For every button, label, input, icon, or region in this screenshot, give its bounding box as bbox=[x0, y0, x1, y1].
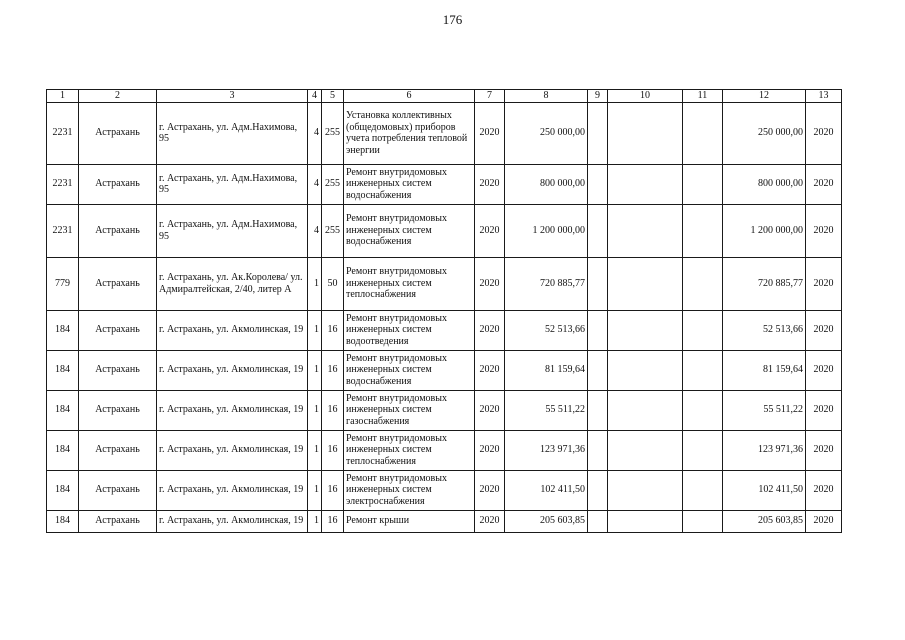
page-number: 176 bbox=[442, 12, 463, 27]
header-col-12: 12 bbox=[723, 90, 806, 103]
table-row bbox=[47, 430, 842, 470]
cell-total-cost: 81 159,64 bbox=[505, 350, 588, 390]
table-row bbox=[47, 350, 842, 390]
cell-id: 184 bbox=[47, 470, 79, 510]
cell-cost-col-12: 720 885,77 bbox=[723, 257, 806, 310]
cell-total-cost: 205 603,85 bbox=[505, 510, 588, 532]
cell-total-cost: 720 885,77 bbox=[505, 257, 588, 310]
cell-cost-col-12: 1 200 000,00 bbox=[723, 204, 806, 257]
cell-year-col-13: 2020 bbox=[806, 510, 842, 532]
cell-year: 2020 bbox=[475, 430, 505, 470]
cell-municipality: Астрахань bbox=[79, 430, 157, 470]
cell-col-5: 16 bbox=[322, 470, 344, 510]
cell-id: 2231 bbox=[47, 164, 79, 204]
cell-id: 184 bbox=[47, 510, 79, 532]
cell-col-9 bbox=[588, 204, 608, 257]
cell-year-col-13: 2020 bbox=[806, 310, 842, 350]
cell-municipality: Астрахань bbox=[79, 102, 157, 164]
cell-col-11 bbox=[683, 470, 723, 510]
table-row bbox=[47, 310, 842, 350]
cell-year: 2020 bbox=[475, 102, 505, 164]
table-row bbox=[47, 510, 842, 532]
cell-cost-col-12: 52 513,66 bbox=[723, 310, 806, 350]
cell-col-5: 255 bbox=[322, 164, 344, 204]
header-col-13: 13 bbox=[806, 90, 842, 103]
cell-id: 184 bbox=[47, 350, 79, 390]
cell-col-9 bbox=[588, 390, 608, 430]
cell-address: г. Астрахань, ул. Акмолинская, 19 bbox=[157, 510, 308, 532]
cell-col-4: 1 bbox=[308, 470, 322, 510]
cell-municipality: Астрахань bbox=[79, 390, 157, 430]
cell-col-4: 1 bbox=[308, 350, 322, 390]
cell-id: 2231 bbox=[47, 204, 79, 257]
cell-year: 2020 bbox=[475, 257, 505, 310]
cell-address: г. Астрахань, ул. Акмолинская, 19 bbox=[157, 430, 308, 470]
cell-id: 2231 bbox=[47, 102, 79, 164]
cell-address: г. Астрахань, ул. Адм.Нахимова, 95 bbox=[157, 204, 308, 257]
cell-address: г. Астрахань, ул. Ак.Королева/ ул. Адмиралтейская, 2/40, литер А bbox=[157, 257, 308, 310]
cell-col-10 bbox=[608, 430, 683, 470]
cell-col-9 bbox=[588, 350, 608, 390]
cell-total-cost: 55 511,22 bbox=[505, 390, 588, 430]
table-row bbox=[47, 470, 842, 510]
cell-cost-col-12: 250 000,00 bbox=[723, 102, 806, 164]
cell-total-cost: 102 411,50 bbox=[505, 470, 588, 510]
header-col-8: 8 bbox=[505, 90, 588, 103]
cell-year: 2020 bbox=[475, 310, 505, 350]
cell-col-10 bbox=[608, 257, 683, 310]
cell-col-9 bbox=[588, 510, 608, 532]
cell-municipality: Астрахань bbox=[79, 257, 157, 310]
cell-col-9 bbox=[588, 310, 608, 350]
cell-year: 2020 bbox=[475, 350, 505, 390]
cell-col-11 bbox=[683, 310, 723, 350]
cell-col-4: 1 bbox=[308, 310, 322, 350]
cell-year-col-13: 2020 bbox=[806, 102, 842, 164]
cell-work-type: Ремонт внутридомовых инженерных систем водоснабжения bbox=[344, 204, 475, 257]
cell-work-type: Ремонт внутридомовых инженерных систем теплоснабжения bbox=[344, 257, 475, 310]
cell-cost-col-12: 123 971,36 bbox=[723, 430, 806, 470]
cell-year-col-13: 2020 bbox=[806, 204, 842, 257]
cell-id: 184 bbox=[47, 390, 79, 430]
cell-total-cost: 250 000,00 bbox=[505, 102, 588, 164]
header-col-9: 9 bbox=[588, 90, 608, 103]
cell-address: г. Астрахань, ул. Адм.Нахимова, 95 bbox=[157, 164, 308, 204]
cell-col-10 bbox=[608, 350, 683, 390]
cell-col-9 bbox=[588, 430, 608, 470]
table-header bbox=[47, 90, 842, 103]
cell-col-4: 4 bbox=[308, 102, 322, 164]
cell-address: г. Астрахань, ул. Акмолинская, 19 bbox=[157, 350, 308, 390]
cell-col-9 bbox=[588, 102, 608, 164]
cell-address: г. Астрахань, ул. Акмолинская, 19 bbox=[157, 390, 308, 430]
header-col-4: 4 bbox=[308, 90, 322, 103]
cell-col-4: 1 bbox=[308, 510, 322, 532]
cell-year-col-13: 2020 bbox=[806, 430, 842, 470]
cell-col-4: 4 bbox=[308, 164, 322, 204]
cell-year-col-13: 2020 bbox=[806, 350, 842, 390]
cell-col-9 bbox=[588, 164, 608, 204]
header-col-10: 10 bbox=[608, 90, 683, 103]
header-col-5: 5 bbox=[322, 90, 344, 103]
cell-col-9 bbox=[588, 470, 608, 510]
header-col-11: 11 bbox=[683, 90, 723, 103]
header-col-1: 1 bbox=[47, 90, 79, 103]
cell-year: 2020 bbox=[475, 390, 505, 430]
cell-col-4: 1 bbox=[308, 390, 322, 430]
cell-col-11 bbox=[683, 257, 723, 310]
cell-cost-col-12: 205 603,85 bbox=[723, 510, 806, 532]
cell-municipality: Астрахань bbox=[79, 204, 157, 257]
cell-municipality: Астрахань bbox=[79, 510, 157, 532]
cell-work-type: Ремонт крыши bbox=[344, 510, 475, 532]
table-body bbox=[47, 102, 842, 532]
cell-work-type: Ремонт внутридомовых инженерных систем водоснабжения bbox=[344, 164, 475, 204]
cell-col-11 bbox=[683, 204, 723, 257]
repair-program-table bbox=[46, 89, 842, 533]
header-col-6: 6 bbox=[344, 90, 475, 103]
cell-col-10 bbox=[608, 510, 683, 532]
header-row bbox=[47, 90, 842, 103]
cell-col-4: 4 bbox=[308, 204, 322, 257]
cell-col-10 bbox=[608, 390, 683, 430]
cell-municipality: Астрахань bbox=[79, 470, 157, 510]
cell-municipality: Астрахань bbox=[79, 310, 157, 350]
cell-cost-col-12: 81 159,64 bbox=[723, 350, 806, 390]
cell-work-type: Ремонт внутридомовых инженерных систем теплоснабжения bbox=[344, 430, 475, 470]
table-row bbox=[47, 164, 842, 204]
cell-year: 2020 bbox=[475, 470, 505, 510]
header-col-2: 2 bbox=[79, 90, 157, 103]
cell-year: 2020 bbox=[475, 204, 505, 257]
header-col-7: 7 bbox=[475, 90, 505, 103]
cell-total-cost: 52 513,66 bbox=[505, 310, 588, 350]
cell-col-5: 255 bbox=[322, 204, 344, 257]
cell-total-cost: 1 200 000,00 bbox=[505, 204, 588, 257]
cell-id: 184 bbox=[47, 310, 79, 350]
cell-cost-col-12: 55 511,22 bbox=[723, 390, 806, 430]
cell-work-type: Ремонт внутридомовых инженерных систем электроснабжения bbox=[344, 470, 475, 510]
cell-col-5: 50 bbox=[322, 257, 344, 310]
header-col-3: 3 bbox=[157, 90, 308, 103]
cell-year-col-13: 2020 bbox=[806, 257, 842, 310]
cell-col-5: 255 bbox=[322, 102, 344, 164]
cell-col-5: 16 bbox=[322, 390, 344, 430]
cell-cost-col-12: 102 411,50 bbox=[723, 470, 806, 510]
table-row bbox=[47, 257, 842, 310]
cell-col-11 bbox=[683, 350, 723, 390]
cell-year-col-13: 2020 bbox=[806, 470, 842, 510]
cell-col-11 bbox=[683, 390, 723, 430]
cell-col-10 bbox=[608, 310, 683, 350]
cell-work-type: Ремонт внутридомовых инженерных систем газоснабжения bbox=[344, 390, 475, 430]
cell-work-type: Ремонт внутридомовых инженерных систем водоснабжения bbox=[344, 350, 475, 390]
cell-col-11 bbox=[683, 102, 723, 164]
cell-year-col-13: 2020 bbox=[806, 390, 842, 430]
table-row bbox=[47, 204, 842, 257]
cell-municipality: Астрахань bbox=[79, 350, 157, 390]
cell-col-10 bbox=[608, 470, 683, 510]
cell-total-cost: 123 971,36 bbox=[505, 430, 588, 470]
cell-col-5: 16 bbox=[322, 310, 344, 350]
cell-col-11 bbox=[683, 430, 723, 470]
cell-cost-col-12: 800 000,00 bbox=[723, 164, 806, 204]
table-row bbox=[47, 102, 842, 164]
cell-work-type: Установка коллективных (общедомовых) приборов учета потребления тепловой энергии bbox=[344, 102, 475, 164]
cell-address: г. Астрахань, ул. Акмолинская, 19 bbox=[157, 470, 308, 510]
cell-col-10 bbox=[608, 204, 683, 257]
cell-col-4: 1 bbox=[308, 430, 322, 470]
cell-id: 184 bbox=[47, 430, 79, 470]
cell-year-col-13: 2020 bbox=[806, 164, 842, 204]
cell-total-cost: 800 000,00 bbox=[505, 164, 588, 204]
cell-year: 2020 bbox=[475, 164, 505, 204]
cell-col-10 bbox=[608, 164, 683, 204]
cell-col-5: 16 bbox=[322, 430, 344, 470]
cell-work-type: Ремонт внутридомовых инженерных систем водоотведения bbox=[344, 310, 475, 350]
cell-municipality: Астрахань bbox=[79, 164, 157, 204]
cell-col-9 bbox=[588, 257, 608, 310]
table-row bbox=[47, 390, 842, 430]
cell-col-4: 1 bbox=[308, 257, 322, 310]
cell-address: г. Астрахань, ул. Акмолинская, 19 bbox=[157, 310, 308, 350]
cell-col-5: 16 bbox=[322, 350, 344, 390]
cell-col-11 bbox=[683, 510, 723, 532]
cell-col-5: 16 bbox=[322, 510, 344, 532]
cell-id: 779 bbox=[47, 257, 79, 310]
cell-col-11 bbox=[683, 164, 723, 204]
cell-year: 2020 bbox=[475, 510, 505, 532]
cell-col-10 bbox=[608, 102, 683, 164]
cell-address: г. Астрахань, ул. Адм.Нахимова, 95 bbox=[157, 102, 308, 164]
